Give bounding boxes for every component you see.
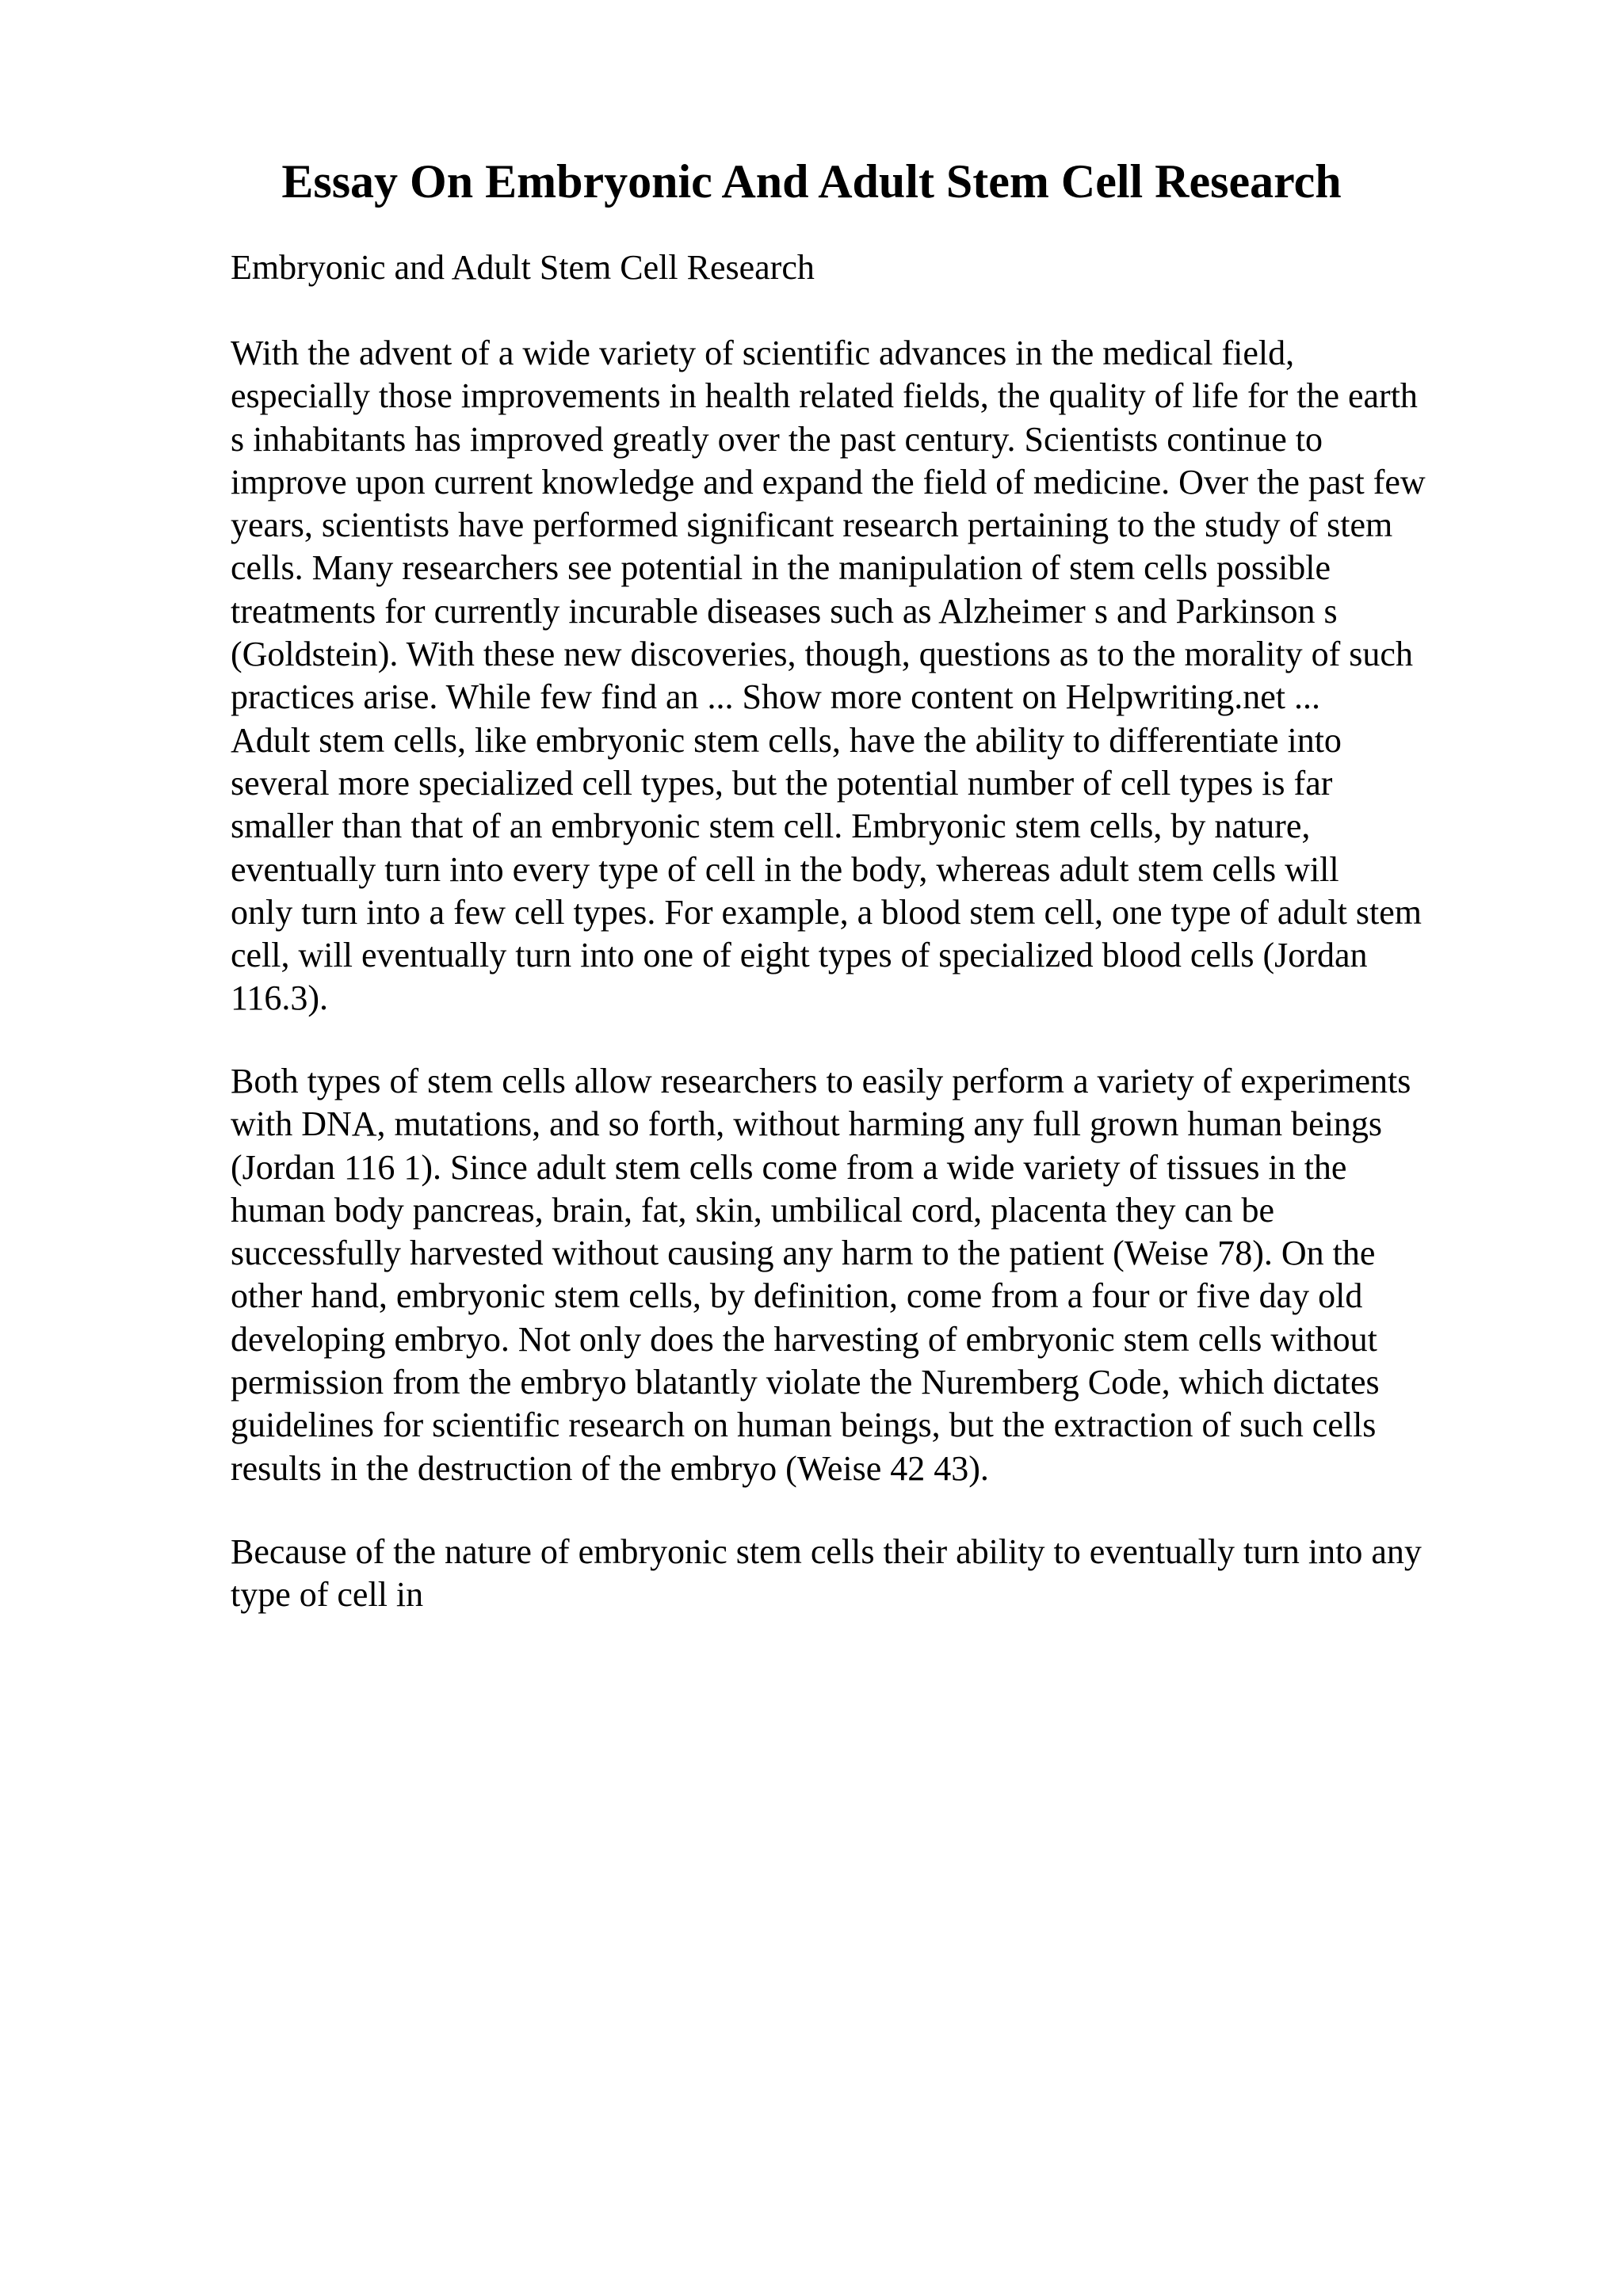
body-paragraph-2 [231,1060,1578,1490]
essay-title: Essay On Embryonic And Adult Stem Cell Research [281,155,1342,208]
text-line: 116.3). [231,978,329,1018]
text-line: With the advent of a wide variety of scientific advances in the medical field, [231,334,1295,372]
text-line: Adult stem cells, like embryonic stem cells, have the ability to differentiate into [231,720,1342,760]
text-line: only turn into a few cell types. For example, a blood stem cell, one type of adult stem [231,892,1422,932]
text-line: practices arise. While few find an ... Show more content on Helpwriting.net ... [231,677,1321,717]
text-line: smaller than that of an embryonic stem cell. Embryonic stem cells, by nature, [231,807,1311,846]
text-line: other hand, embryonic stem cells, by definition, come from a four or five day old [231,1276,1363,1316]
text-line: permission from the embryo blatantly violate the Nuremberg Code, which dictates [231,1363,1380,1402]
text-line: human body pancreas, brain, fat, skin, umbilical cord, placenta they can be [231,1190,1275,1230]
text-line: (Goldstein). With these new discoveries, though, questions as to the morality of such [231,635,1413,674]
text-line: Because of the nature of embryonic stem cells their ability to eventually turn into any [231,1532,1422,1571]
text-line: results in the destruction of the embryo (Weise 42 43). [231,1448,989,1488]
text-line: cell, will eventually turn into one of eight types of specialized blood cells (Jordan [231,936,1368,975]
text-line: years, scientists have performed significant research pertaining to the study of stem [231,505,1393,545]
text-line: with DNA, mutations, and so forth, without harming any full grown human beings [231,1104,1383,1144]
text-line: guidelines for scientific research on human beings, but the extraction of such cells [231,1405,1377,1445]
text-line: cells. Many researchers see potential in the manipulation of stem cells possible [231,548,1331,588]
text-line: treatments for currently incurable diseases such as Alzheimer s and Parkinson s [231,591,1338,631]
text-line: especially those improvements in health related fields, the quality of life for the earth [231,376,1418,416]
text-line: developing embryo. Not only does the harvesting of embryonic stem cells without [231,1319,1377,1359]
body-paragraph-1 [231,332,1578,1020]
text-line: improve upon current knowledge and expand the field of medicine. Over the past few [231,462,1426,502]
text-line: (Jordan 116 1). Since adult stem cells come from a wide variety of tissues in the [231,1147,1347,1187]
text-line: Both types of stem cells allow researchers to easily perform a variety of experiments [231,1062,1411,1100]
text-line: successfully harvested without causing any harm to the patient (Weise 78). On the [231,1234,1376,1273]
body-paragraph-3 [231,1531,1578,1617]
text-line: eventually turn into every type of cell in the body, whereas adult stem cells will [231,849,1339,889]
text-line: type of cell in [231,1575,424,1615]
text-line: several more specialized cell types, but the potential number of cell types is far [231,763,1333,803]
text-line: s inhabitants has improved greatly over the past century. Scientists continue to [231,419,1323,459]
essay-subtitle: Embryonic and Adult Stem Cell Research [231,248,815,287]
